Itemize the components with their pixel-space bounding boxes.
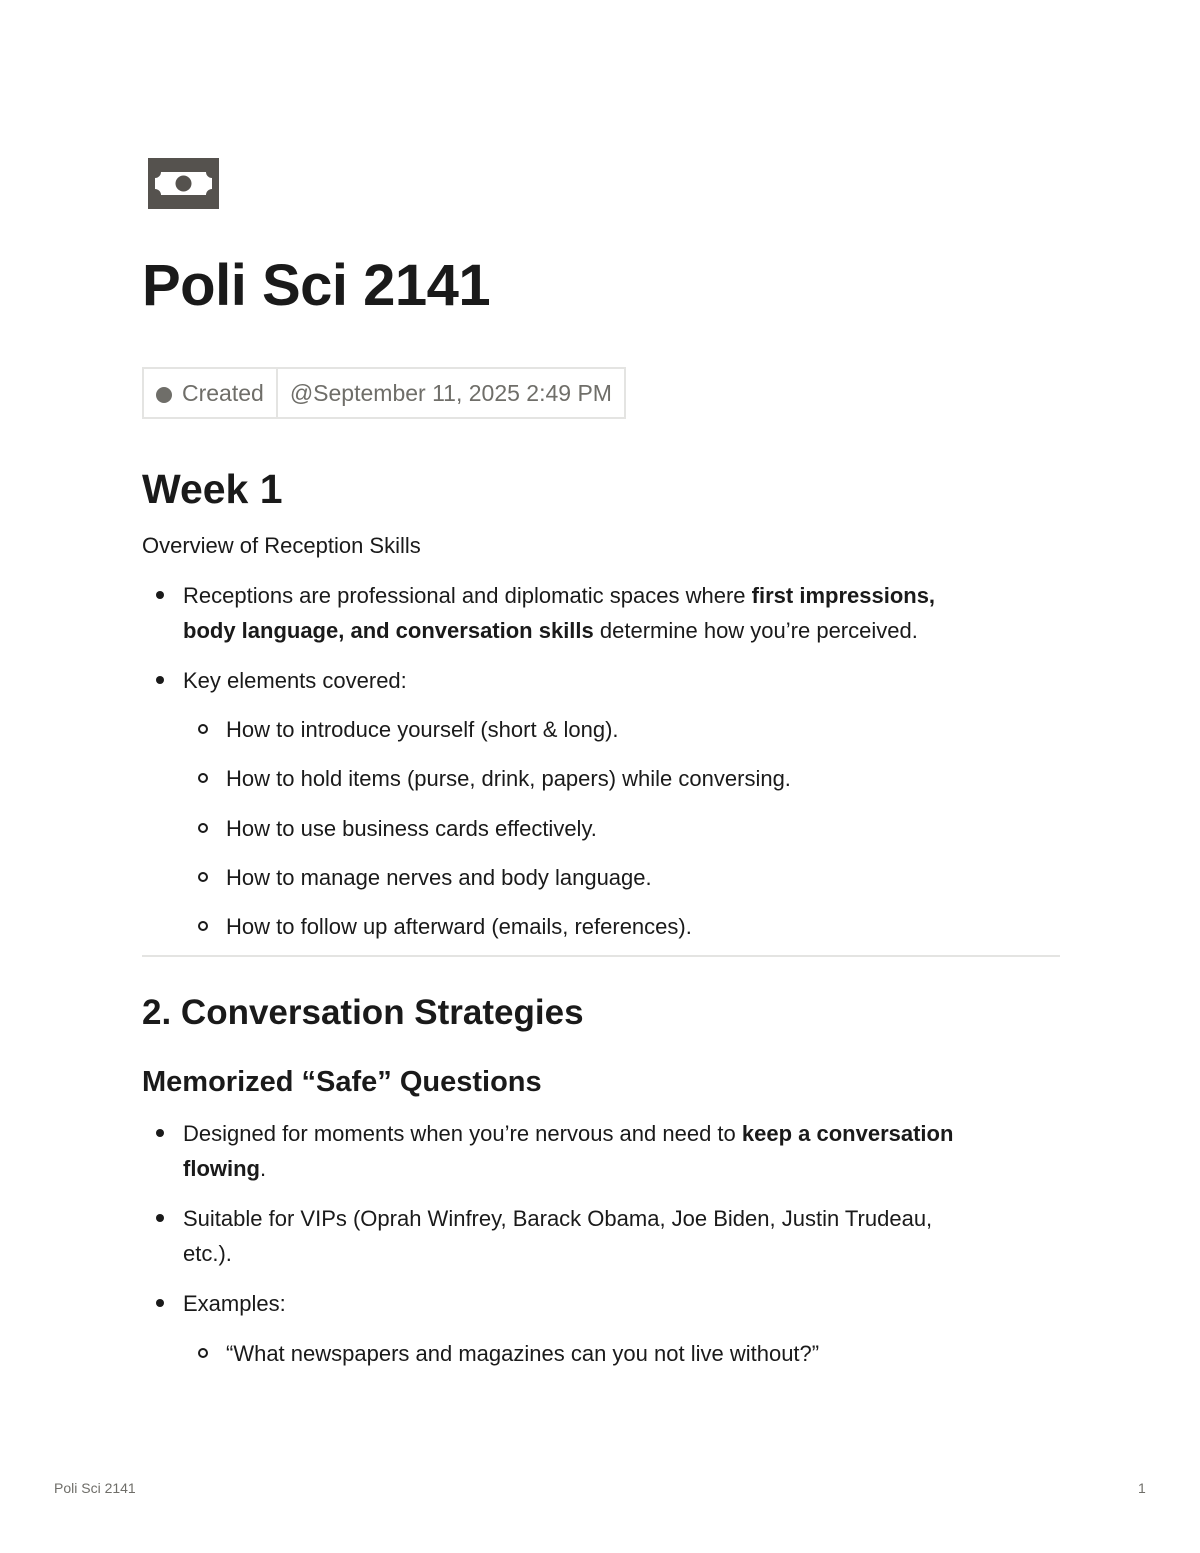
list-item xyxy=(142,1201,1060,1271)
list-item xyxy=(142,1286,1060,1321)
bold-text: flowing xyxy=(183,1156,260,1181)
list-item-text: determine how you’re perceived. xyxy=(593,618,918,643)
list-item-text: . xyxy=(259,1156,267,1181)
list-item-text: Designed for moments when you’re nervous and need to xyxy=(183,1121,742,1146)
bullet-list xyxy=(142,1116,1060,1371)
heading-week-1: Week 1 xyxy=(142,466,283,512)
clock-icon xyxy=(156,387,172,403)
bullet-icon xyxy=(156,1299,164,1307)
property-label: Created xyxy=(182,379,264,406)
list-item-text: etc.). xyxy=(183,1241,232,1266)
sub-list-item xyxy=(142,761,1060,796)
heading-conversation-strategies: 2. Conversation Strategies xyxy=(142,993,584,1032)
list-item-text: How to use business cards effectively. xyxy=(226,816,597,841)
sub-list-item xyxy=(142,1336,1060,1371)
bold-text: first impressions, xyxy=(751,583,936,608)
sub-list-item xyxy=(142,909,1060,944)
list-item-text: How to follow up afterward (emails, references). xyxy=(226,914,692,939)
bold-text: keep a conversation xyxy=(741,1121,954,1146)
circle-bullet-icon xyxy=(198,724,208,734)
divider xyxy=(142,955,1060,957)
page-number: 1 xyxy=(1138,1480,1146,1496)
bullet-icon xyxy=(156,1214,164,1222)
sub-list-item xyxy=(142,811,1060,846)
property-key xyxy=(144,369,278,417)
banknote-icon[interactable] xyxy=(148,158,219,209)
page-title: Poli Sci 2141 xyxy=(142,253,491,318)
bullet-icon xyxy=(156,1129,164,1137)
list-item-text: How to introduce yourself (short & long). xyxy=(226,717,619,742)
circle-bullet-icon xyxy=(198,1348,208,1358)
bullet-icon xyxy=(156,676,164,684)
list-item xyxy=(142,1116,1060,1186)
footer-title: Poli Sci 2141 xyxy=(54,1480,136,1496)
subheading-safe-questions: Memorized “Safe” Questions xyxy=(142,1066,542,1098)
property-row-created[interactable] xyxy=(142,367,626,419)
sub-list-item xyxy=(142,860,1060,895)
list-item-text: How to manage nerves and body language. xyxy=(226,865,652,890)
bullet-list xyxy=(142,578,1060,944)
list-item-text: Receptions are professional and diplomatic spaces where xyxy=(183,583,752,608)
list-item-text: Key elements covered: xyxy=(183,668,407,693)
list-item-text: Suitable for VIPs (Oprah Winfrey, Barack Obama, Joe Biden, Justin Trudeau, xyxy=(183,1206,933,1231)
bullet-icon xyxy=(156,591,164,599)
circle-bullet-icon xyxy=(198,773,208,783)
property-value[interactable]: @September 11, 2025 2:49 PM xyxy=(289,379,612,406)
paragraph-intro: Overview of Reception Skills xyxy=(142,533,421,558)
circle-bullet-icon xyxy=(198,872,208,882)
circle-bullet-icon xyxy=(198,921,208,931)
circle-bullet-icon xyxy=(198,823,208,833)
list-item-text: “What newspapers and magazines can you not live without?” xyxy=(226,1341,820,1366)
list-item xyxy=(142,663,1060,698)
list-item-text: Examples: xyxy=(183,1291,286,1316)
list-item-text: How to hold items (purse, drink, papers) while conversing. xyxy=(226,766,791,791)
list-item xyxy=(142,578,1060,648)
bold-text: body language, and conversation skills xyxy=(183,618,594,643)
sub-list-item xyxy=(142,712,1060,747)
